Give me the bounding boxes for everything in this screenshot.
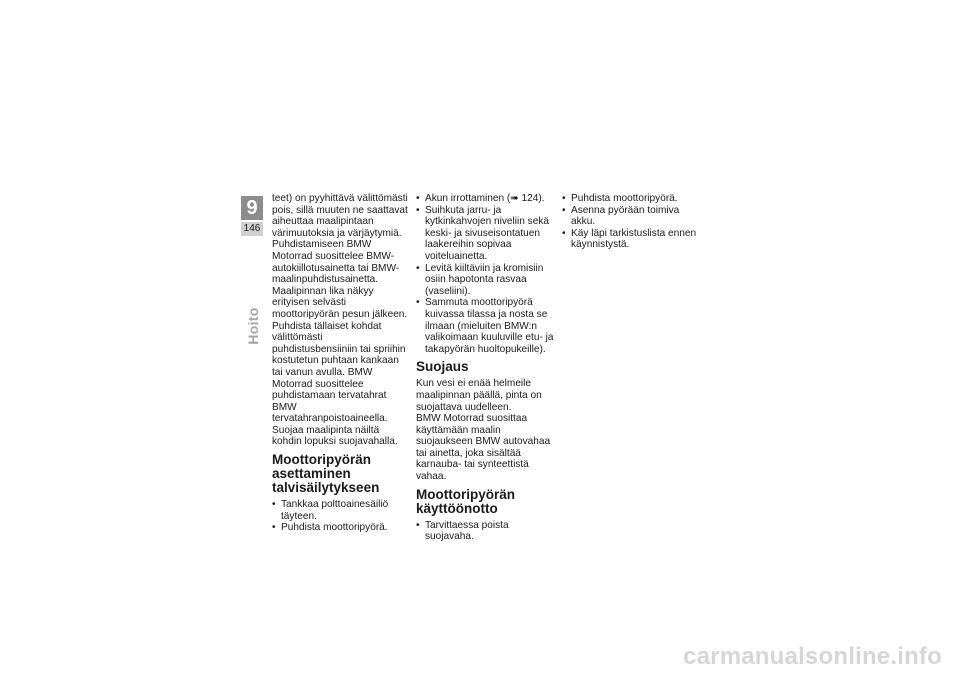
bullet-icon: •	[562, 204, 566, 216]
heading-protection: Suojaus	[416, 359, 469, 375]
bullet-icon: •	[416, 262, 420, 274]
list-item: • Asenna pyörään toimiva akku.	[562, 204, 680, 228]
bullet-icon: •	[562, 193, 566, 204]
text-column-3	[562, 193, 698, 251]
list-item: • Tarvittaessa poista suojavaha.	[416, 519, 509, 543]
list-item: • Suihkuta jarru- ja kytkinkahvojen niveliin sekä keski- ja sivuseisontatuen laakereihin sopivaa voiteluainetta.	[416, 204, 549, 262]
bullet-list	[416, 193, 556, 355]
paragraph: Kun vesi ei enää helmeile maalipinnan päällä, pinta on suojattava uudelleen.	[416, 378, 542, 413]
paragraph: BMW Motorrad suosittaa käyttämään maalin suojaukseen BMW autovahaa tai ainetta, joka sisältää karnauba- tai synteettistä vahaa.	[416, 413, 551, 483]
list-item: • Puhdista moottoripyörä.	[272, 522, 388, 534]
bullet-icon: •	[272, 522, 276, 534]
chapter-number-box: 9	[241, 196, 263, 220]
heading-winter-storage: Moottoripyörän asettaminen talvisäilytykseen	[272, 452, 380, 496]
bullet-list	[272, 499, 410, 534]
list-item: • Sammuta moottoripyörä kuivassa tilassa ja nosta se ilmaan (mieluiten BMW:n valikoimaan kuuluville etu- ja takapyörän huoltopukeille).	[416, 297, 554, 355]
text-column-1	[272, 193, 410, 534]
bullet-icon: •	[272, 499, 276, 511]
paragraph: Maalipinnan lika näkyy erityisen selvästi moottoripyörän pesun jälkeen. Puhdista tällaiset kohdat välittömästi puhdistusbensiiniin tai spriihin kostutetun puhtaan kankaan tai vanun avulla. BMW Motorrad suosittelee puhdistamaan tervatahrat BMW tervatahranpoistoaineella. Suojaa maalipinta näiltä kohdin lopuksi suojavahalla.	[272, 285, 408, 448]
bullet-list	[416, 520, 556, 543]
list-item: • Käy läpi tarkistuslista ennen käynnistystä.	[562, 227, 697, 251]
bullet-icon: •	[416, 519, 420, 531]
heading-commissioning: Moottoripyörän käyttöönotto	[416, 486, 515, 516]
paragraph: teet) on pyyhittävä välittömästi pois, sillä muuten ne saattavat aiheuttaa maalipintaan värimuutoksia ja värjäytymiä. Puhdistamiseen BMW Motorrad suosittelee BMW-autokiillotusainetta tai BMW-maalinpuhdistusainetta.	[272, 193, 408, 286]
bullet-icon: •	[562, 227, 566, 239]
list-item	[416, 193, 556, 205]
page-number: 146	[241, 222, 263, 236]
cross-reference-link[interactable]: Akun irrottaminen (➠ 124).	[425, 193, 545, 204]
list-item: • Tankkaa polttoainesäiliö täyteen.	[272, 499, 389, 522]
bullet-icon: •	[416, 204, 420, 216]
list-item: • Levitä kiiltäviin ja kromisiin osiin hapotonta rasvaa (vaseliini).	[416, 262, 544, 297]
bullet-icon: •	[416, 297, 420, 309]
text-column-2	[416, 193, 556, 543]
section-side-title: Hoito	[245, 307, 261, 345]
bullet-list	[562, 193, 698, 251]
bullet-icon: •	[416, 193, 420, 204]
list-item: • Puhdista moottoripyörä.	[562, 193, 678, 204]
watermark-text: carmanualsonline.info	[683, 643, 942, 670]
